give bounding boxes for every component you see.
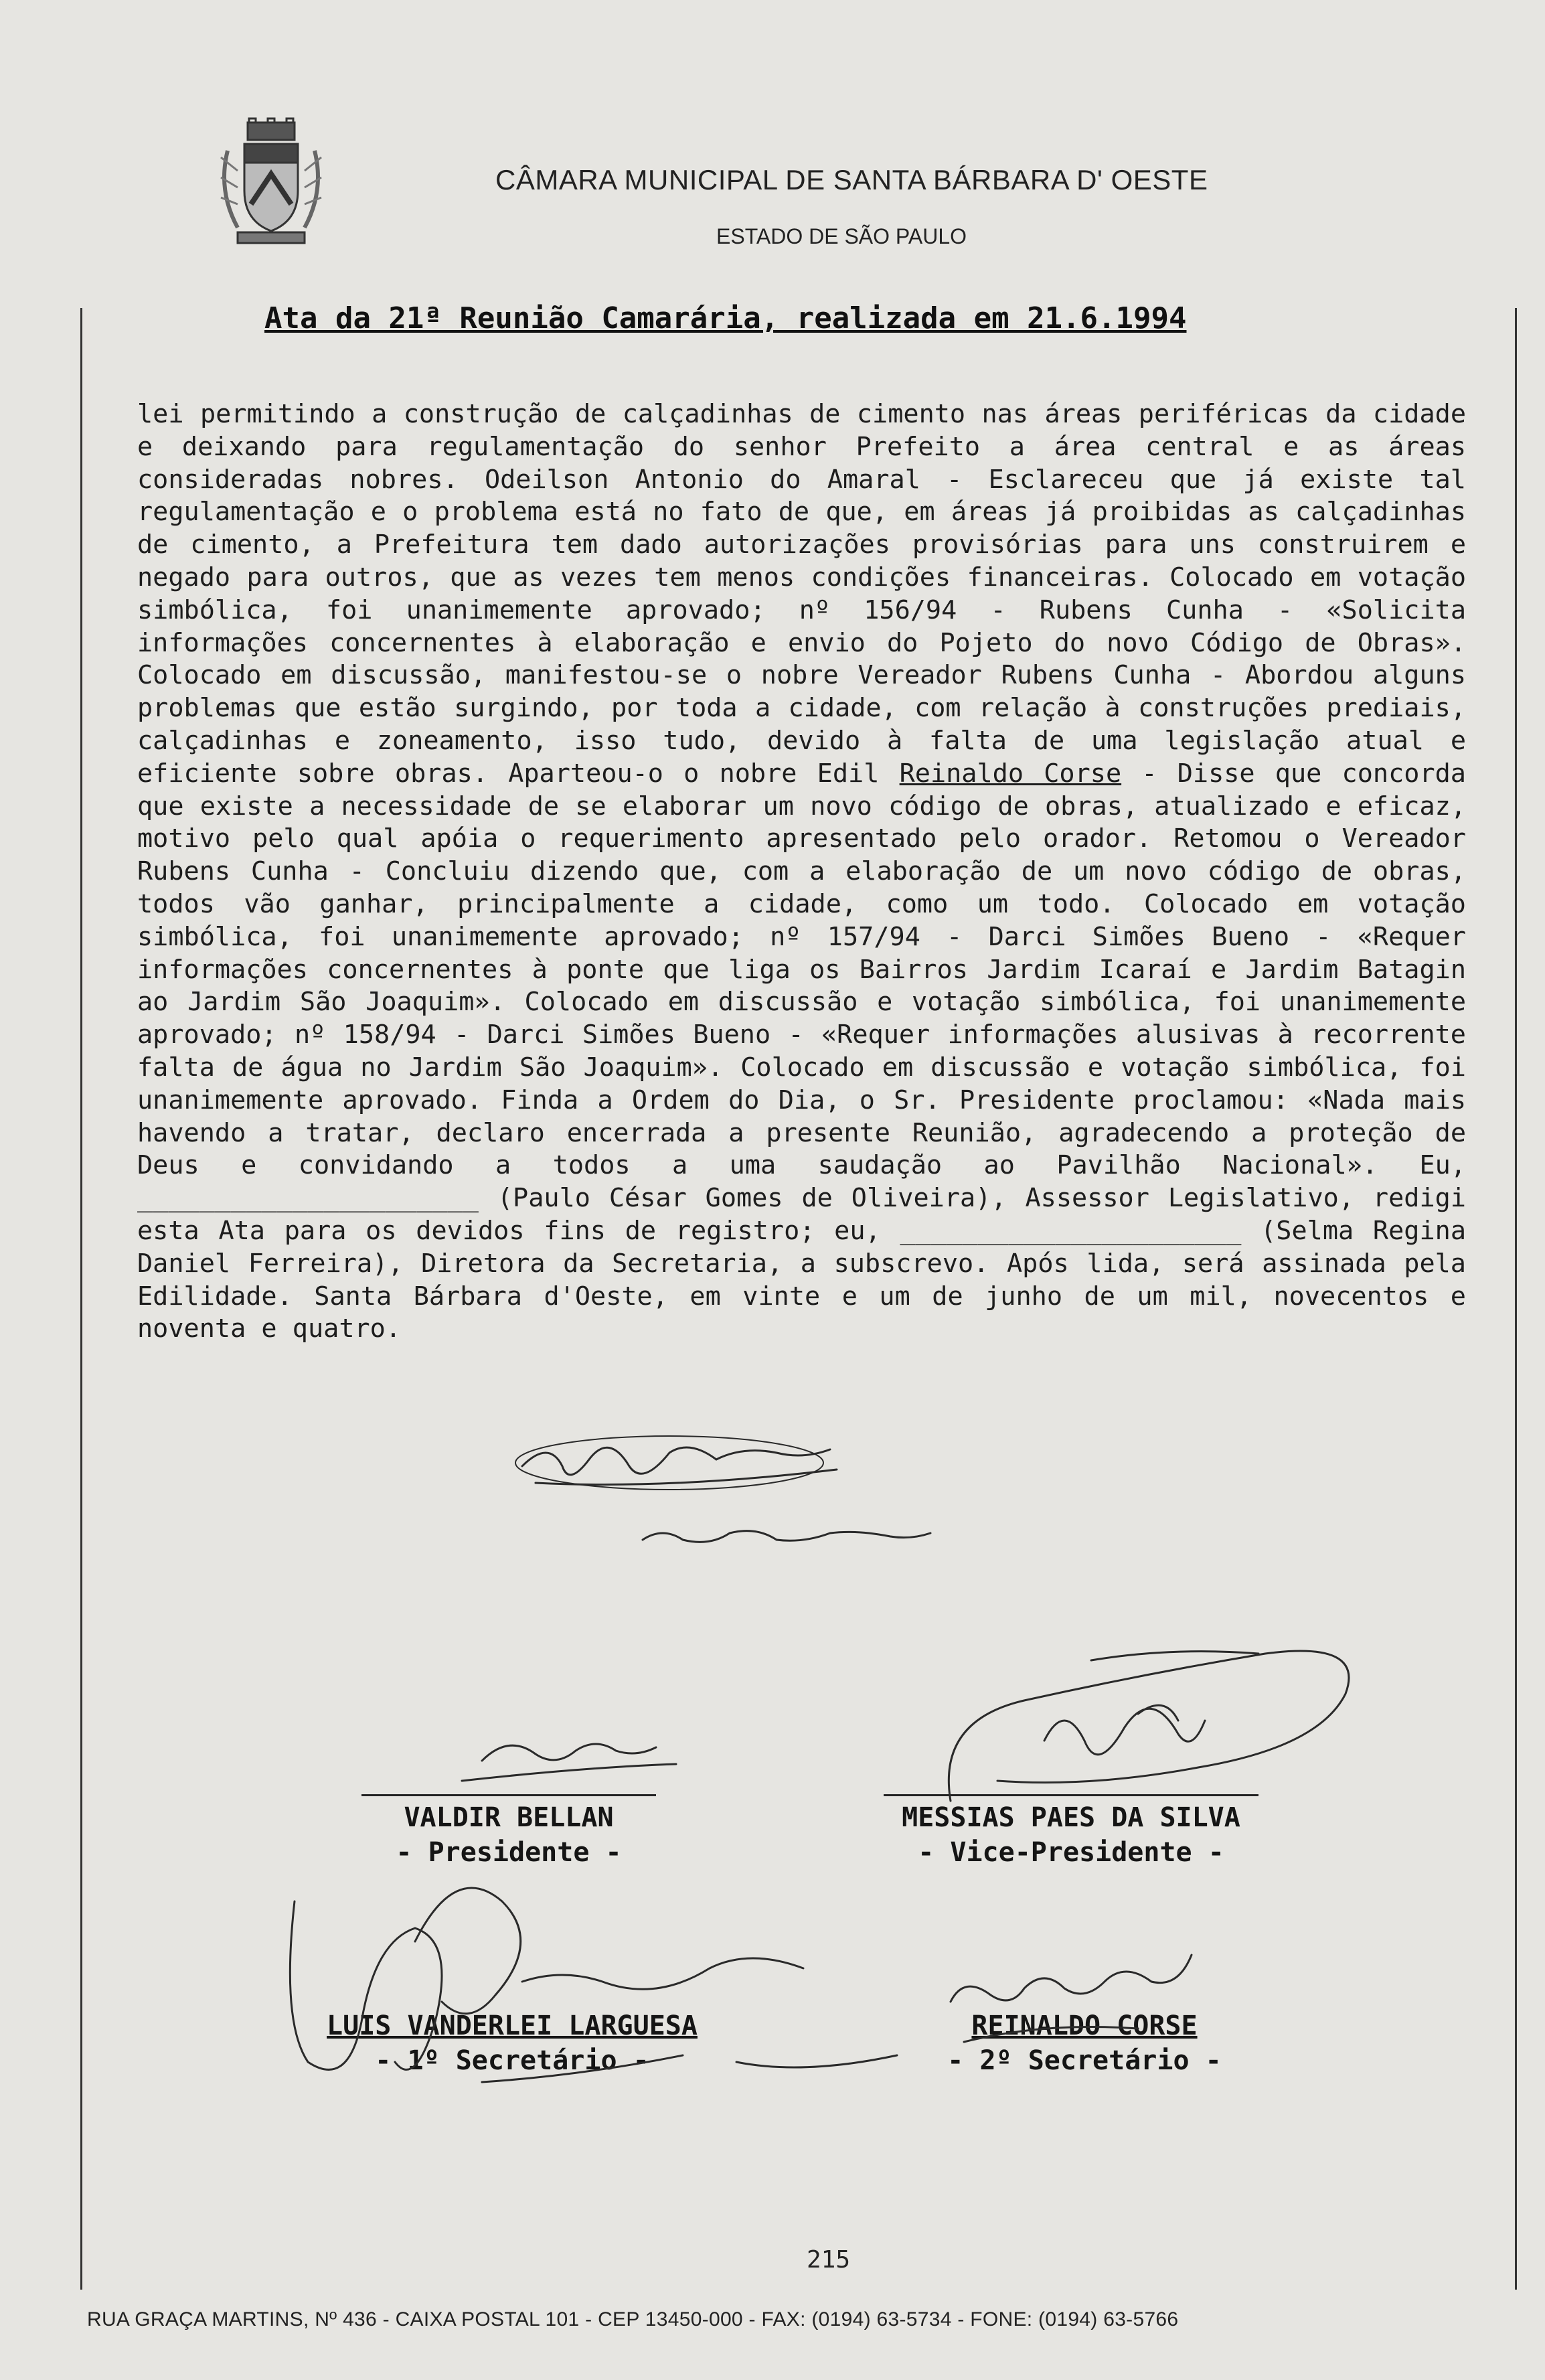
minutes-title: Ata da 21ª Reunião Camarária, realizada em 21.6.1994 xyxy=(264,301,1187,335)
signatory-name: LUIS VANDERLEI LARGUESA xyxy=(327,2010,698,2041)
state-name: ESTADO DE SÃO PAULO xyxy=(716,224,967,248)
page-number: 215 xyxy=(807,2246,851,2274)
signatory-name: MESSIAS PAES DA SILVA xyxy=(902,1802,1240,1833)
signature-block-second-secretary xyxy=(897,2008,1272,2078)
body-paragraph: - Disse que concorda que existe a necessidade de se elaborar um novo código de obras, atualizado e eficaz, motivo pelo qual apóia o requerimento apresentado pelo orador. Retomou o Vereador Rubens Cunha - Concluiu dizendo que, com a elaboração de um novo código de obras, todos vão ganhar, principalmente a cidade, como um todo. Colocado em votação simbólica, foi unanimemente aprovado; nº 157/94 - Darci Simões Bueno - «Requer informações concernentes à ponte que liga os Bairros Jardim Icaraí e Jardim Batagin ao Jardim São Joaquim». Colocado em discussão e votação simbólica, foi unanimemente aprovado; nº 158/94 - Darci Simões Bueno - «Requer informações alusivas à recorrente falta de água no Jardim São Joaquim». Colocado em discussão e votação simbólica, foi unanimemente aprovado. Finda a Ordem do Dia, o Sr. Presidente proclamou: «Nada mais havendo a tratar, declaro encerrada a presente Reunião, agradecendo a proteção de Deus e convidando a todos a uma saudação ao Pavilhão Nacional». Eu, ______________________ (Paulo César Gomes de Oliveira), Assessor Legislativo, redigi esta Ata para os devidos fins de registro; eu, ______________________ (Selma Regina Daniel Ferreira), Diretora da Secretaria, a subscrevo. Após lida, será assinada pela Edilidade. Santa Bárbara d'Oeste, em vinte e um de junho de um mil, novecentos e noventa e quatro. xyxy=(137,758,1466,1344)
signature-line xyxy=(884,1794,1258,1796)
letterhead-footer: RUA GRAÇA MARTINS, Nº 436 - CAIXA POSTAL 101 - CEP 13450-000 - FAX: (0194) 63-5734 - FONE: (0194) 63-5766 xyxy=(87,2308,1179,2330)
signatory-role: - 1º Secretário - xyxy=(375,2045,649,2076)
signatory-name: REINALDO CORSE xyxy=(971,2010,1198,2041)
underlined-name: Reinaldo Corse xyxy=(899,758,1122,789)
signature-block-vice-president xyxy=(864,1794,1279,1870)
municipal-crest-icon xyxy=(214,117,328,251)
signatory-name: VALDIR BELLAN xyxy=(404,1802,614,1833)
signatory-role: - 2º Secretário - xyxy=(947,2045,1222,2076)
signatory-role: - Presidente - xyxy=(396,1837,622,1868)
signature-block-president xyxy=(335,1794,683,1870)
signatory-role: - Vice-Presidente - xyxy=(918,1837,1224,1868)
signature-block-first-secretary xyxy=(268,2008,756,2078)
body-paragraph: lei permitindo a construção de calçadinhas de cimento nas áreas periféricas da cidade e deixando para regulamentação do senhor Prefeito a área central e as áreas consideradas nobres. Odeilson Antonio do Amaral - Esclareceu que já existe tal regulamentação e o problema está no fato de que, em áreas já proibidas as calçadinhas de cimento, a Prefeitura tem dado autorizações provisórias para uns construirem e negado para outros, que as vezes tem menos condições financeiras. Colocado em votação simbólica, foi unanimemente aprovado; nº 156/94 - Rubens Cunha - «Solicita informações concernentes à elaboração e envio do Pojeto do novo Código de Obras». Colocado em discussão, manifestou-se o nobre Vereador Rubens Cunha - Abordou alguns problemas que estão surgindo, por toda a cidade, com relação à construções prediais, calçadinhas e zoneamento, isso tudo, devido à falta de uma legislação atual e eficiente sobre obras. Aparteou-o o nobre Edil xyxy=(137,399,1466,789)
minutes-body xyxy=(137,398,1466,1346)
signature-line xyxy=(361,1794,656,1796)
institution-name: CÂMARA MUNICIPAL DE SANTA BÁRBARA D' OESTE xyxy=(495,164,1208,195)
